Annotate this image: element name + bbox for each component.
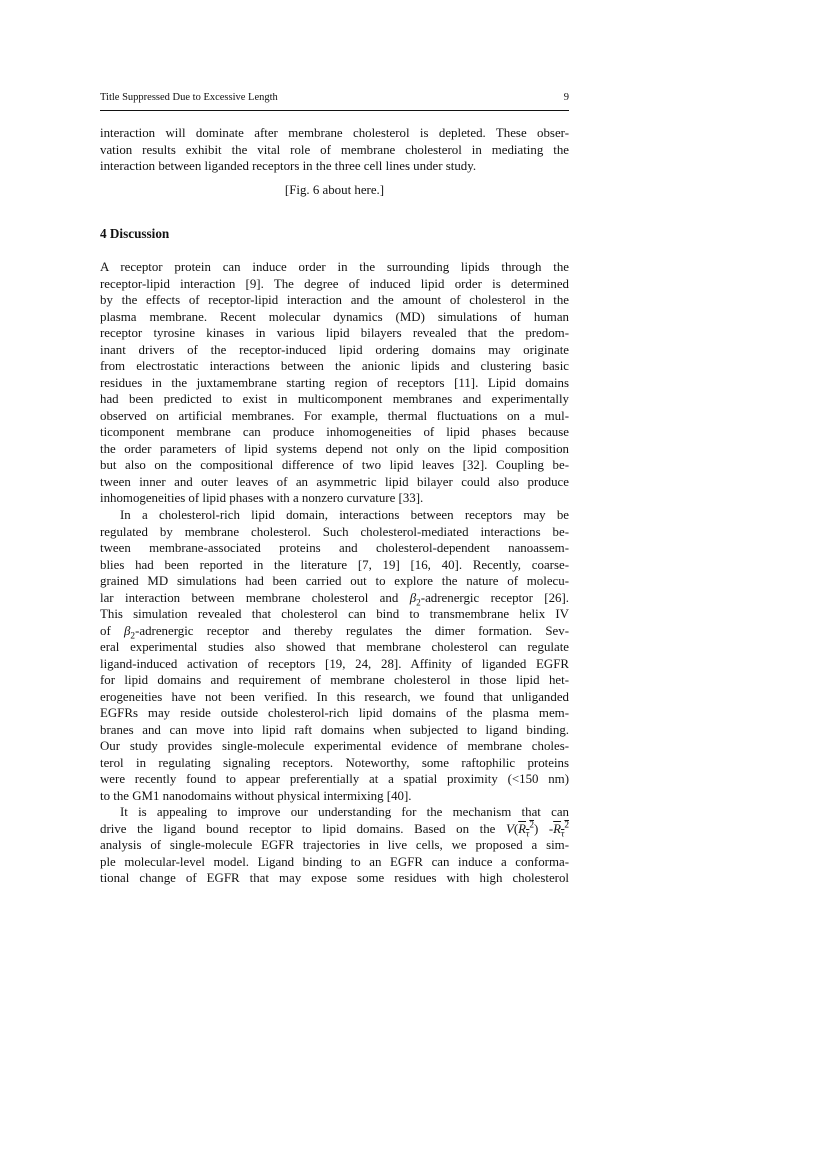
discussion-paragraph-2 bbox=[100, 507, 569, 804]
discussion-paragraph-3 bbox=[100, 804, 569, 887]
text-line: by the effects of receptor-lipid interaction and the amount of cholesterol in the bbox=[100, 293, 569, 307]
text-line: plasma membrane. Recent molecular dynamics (MD) simulations of human bbox=[100, 309, 569, 324]
text-line bbox=[100, 821, 569, 838]
text-line: were recently found to appear preferentially at a spatial proximity (<150 nm) bbox=[100, 772, 569, 786]
text-line: erogeneities have not been verified. In this research, we found that unliganded bbox=[100, 689, 569, 704]
math-superscript: 2 bbox=[564, 820, 570, 831]
text-fragment: -adrenergic receptor [26]. bbox=[420, 590, 569, 605]
text-line: residues in the juxtamembrane starting region of receptors [11]. Lipid domains bbox=[100, 375, 569, 390]
text-line: receptor tyrosine kinases in various lipid bilayers revealed that the predom- bbox=[100, 326, 569, 340]
text-line bbox=[100, 623, 569, 640]
text-line: interaction between liganded receptors in the three cell lines under study. bbox=[100, 159, 477, 173]
text-line: Our study provides single-molecule experimental evidence of membrane choles- bbox=[100, 739, 569, 753]
math-variable-v: V bbox=[505, 821, 514, 836]
header-rule bbox=[100, 110, 569, 111]
text-line: In a cholesterol-rich lipid domain, interactions between receptors may be bbox=[120, 508, 569, 522]
text-fragment: lar interaction between membrane cholesterol and bbox=[100, 590, 410, 605]
tau-symbol: τ bbox=[526, 829, 530, 840]
text-fragment: drive the ligand bound receptor to lipid domains. Based on the bbox=[100, 821, 506, 836]
text-line: tional change of EGFR that may expose some residues with high cholesterol bbox=[100, 871, 569, 885]
math-variable-r: R bbox=[518, 821, 527, 836]
math-overline-term bbox=[518, 820, 534, 840]
text-line: observed on artificial membranes. For example, thermal fluctuations on a mul- bbox=[100, 408, 569, 423]
text-line: to the GM1 nanodomains without physical intermixing [40]. bbox=[100, 788, 412, 803]
text-line bbox=[100, 590, 569, 607]
running-header bbox=[100, 91, 569, 105]
math-dash: - bbox=[538, 821, 554, 836]
text-line: blies had been reported in the literature [7, 19] [16, 40]. Recently, coarse- bbox=[100, 557, 569, 572]
text-line: from electrostatic interactions between the anionic lipids and clustering basic bbox=[100, 359, 569, 373]
math-superscript: 2 bbox=[529, 820, 534, 831]
text-line: interaction will dominate after membrane cholesterol is depleted. These obser- bbox=[100, 126, 569, 140]
beta-symbol: β bbox=[409, 590, 417, 605]
subscript: 2 bbox=[130, 631, 136, 642]
section-heading: 4 Discussion bbox=[100, 226, 170, 241]
text-line: regulated by membrane cholesterol. Such cholesterol-mediated interactions be- bbox=[100, 524, 569, 539]
text-line: EGFRs may reside outside cholesterol-rich lipid domains of the plasma mem- bbox=[100, 706, 569, 720]
page-number: 9 bbox=[563, 92, 569, 103]
figure-placeholder: [Fig. 6 about here.] bbox=[284, 183, 385, 197]
discussion-paragraph-1 bbox=[100, 259, 569, 507]
text-line: ligand-induced activation of receptors [19, 24, 28]. Affinity of liganded EGFR bbox=[100, 656, 569, 671]
math-paren-close: ) bbox=[534, 821, 539, 836]
text-line: had been predicted to exist in multicomponent membranes and experimentally bbox=[100, 392, 569, 406]
text-line: but also on the compositional difference of two lipid leaves [32]. Coupling be- bbox=[100, 458, 569, 472]
text-line: for lipid domains and requirement of membrane cholesterol in those lipid het- bbox=[100, 673, 569, 687]
text-line: terol in regulating signaling receptors. Noteworthy, some raftophilic proteins bbox=[100, 755, 569, 770]
subscript: 2 bbox=[416, 598, 421, 609]
text-line: inhomogeneities of lipid phases with a nonzero curvature [33]. bbox=[100, 491, 424, 505]
text-line: eral experimental studies also showed that membrane cholesterol can regulate bbox=[100, 640, 569, 654]
tau-symbol: τ bbox=[561, 829, 565, 840]
text-line: tween membrane-associated proteins and cholesterol-dependent nanoassem- bbox=[100, 541, 569, 555]
text-fragment: of bbox=[100, 623, 124, 638]
text-line: grained MD simulations had been carried out to explore the nature of molecu- bbox=[100, 574, 569, 588]
text-line: inant drivers of the receptor-induced lipid ordering domains may originate bbox=[100, 342, 569, 357]
text-line: the order parameters of lipid systems depend not only on the lipid composition bbox=[100, 441, 569, 456]
running-title: Title Suppressed Due to Excessive Length bbox=[100, 92, 278, 103]
text-line: receptor-lipid interaction [9]. The degree of induced lipid order is determined bbox=[100, 276, 569, 291]
intro-paragraph bbox=[100, 125, 569, 175]
text-line: tween inner and outer leaves of an asymmetric lipid bilayer could also produce bbox=[100, 474, 569, 489]
text-line: branes and can move into lipid raft domains when subjected to ligand binding. bbox=[100, 722, 569, 737]
math-variable-r: R bbox=[553, 821, 562, 836]
beta-symbol: β bbox=[124, 623, 131, 638]
text-line: This simulation revealed that cholesterol can bind to transmembrane helix IV bbox=[100, 607, 569, 621]
text-line: A receptor protein can induce order in the surrounding lipids through the bbox=[100, 260, 569, 274]
text-line: It is appealing to improve our understanding for the mechanism that can bbox=[120, 805, 569, 819]
math-overline-term bbox=[553, 820, 570, 840]
math-paren-open: ( bbox=[513, 821, 519, 836]
text-line: vation results exhibit the vital role of membrane cholesterol in mediating the bbox=[100, 142, 569, 157]
text-line: analysis of single-molecule EGFR trajectories in live cells, we proposed a sim- bbox=[100, 838, 569, 852]
text-line: ple molecular-level model. Ligand binding to an EGFR can induce a conforma- bbox=[100, 854, 569, 869]
text-line: ticomponent membrane can produce inhomogeneities of lipid phases because bbox=[100, 425, 569, 439]
text-fragment: -adrenergic receptor and thereby regulates the dimer formation. Sev- bbox=[135, 623, 570, 638]
